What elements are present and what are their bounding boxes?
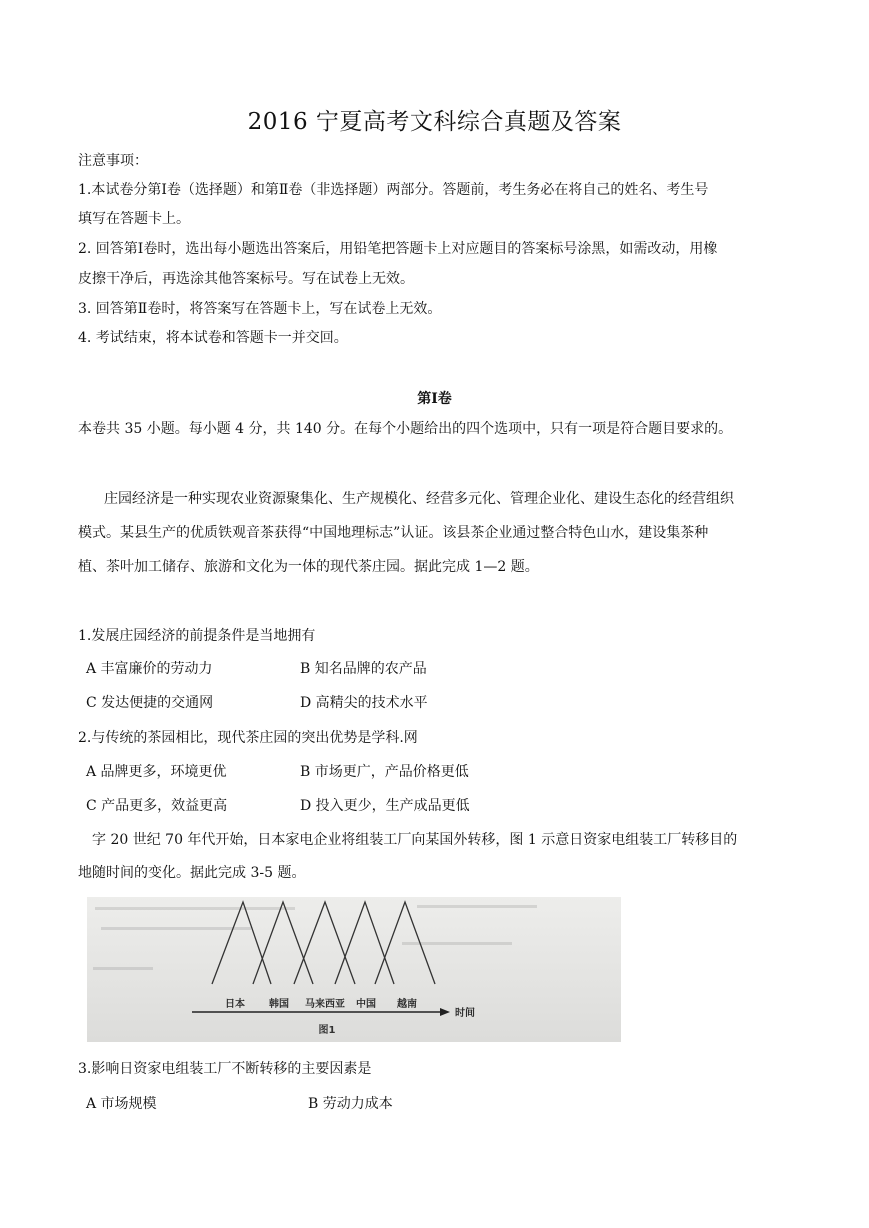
notice-heading: 注意事项：	[78, 153, 148, 169]
country-labels	[225, 997, 417, 1010]
question-2-option-d: D 投入更少，生产成品更低	[300, 798, 470, 814]
section-description: 本卷共 35 小题。每小题 4 分，共 140 分。在每个小题给出的四个选项中，只有一项是符合题目要求的。	[78, 421, 733, 437]
section-title: 第Ⅰ卷	[417, 391, 452, 407]
transfer-peaks	[212, 902, 435, 984]
question-1-option-a: A 丰富廉价的劳动力	[86, 661, 213, 677]
notice-item-4: 4. 考试结束，将本试卷和答题卡一并交回。	[78, 330, 348, 346]
question-2-option-c: C 产品更多，效益更高	[86, 798, 228, 814]
factory-transfer-diagram	[87, 897, 621, 1042]
question-2: 2.与传统的茶园相比，现代茶庄园的突出优势是学科.网	[78, 730, 418, 746]
country-label-korea: 韩国	[269, 999, 289, 1010]
country-label-japan: 日本	[225, 999, 245, 1010]
question-1-option-b: B 知名品牌的农产品	[300, 661, 427, 677]
time-axis-label: 时间	[455, 1008, 475, 1019]
question-1-option-d: D 高精尖的技术水平	[300, 695, 428, 711]
peak-china	[335, 902, 394, 984]
peak-malaysia	[294, 902, 355, 984]
passage-1-line-2: 模式。某县生产的优质铁观音茶获得“中国地理标志”认证。该县茶企业通过整合特色山水，建设集茶种	[78, 525, 709, 541]
question-3: 3.影响日资家电组装工厂不断转移的主要因素是	[78, 1061, 372, 1077]
question-3-option-b: B 劳动力成本	[308, 1096, 393, 1112]
figure-caption: 图1	[318, 1025, 336, 1036]
notice-item-2-line-2: 皮擦干净后，再选涂其他答案标号。写在试卷上无效。	[78, 271, 414, 287]
question-2-option-b: B 市场更广，产品价格更低	[300, 764, 469, 780]
passage-2-line-2: 地随时间的变化。据此完成 3-5 题。	[78, 865, 306, 881]
question-2-option-a: A 品牌更多，环境更优	[86, 764, 227, 780]
notice-item-3: 3. 回答第Ⅱ卷时，将答案写在答题卡上，写在试卷上无效。	[78, 301, 442, 317]
document-title: 2016 宁夏高考文科综合真题及答案	[247, 109, 622, 135]
country-label-malaysia: 马来西亚	[305, 999, 345, 1010]
question-1-option-c: C 发达便捷的交通网	[86, 695, 214, 711]
question-1: 1.发展庄园经济的前提条件是当地拥有	[78, 628, 316, 644]
figure-1-image	[87, 897, 621, 1042]
question-3-option-a: A 市场规模	[86, 1096, 157, 1112]
notice-item-1-line-2: 填写在答题卡上。	[78, 211, 190, 227]
notice-item-1-line-1: 1.本试卷分第Ⅰ卷（选择题）和第Ⅱ卷（非选择题）两部分。答题前，考生务必在将自己的姓名、考生号	[78, 182, 709, 198]
peak-korea	[253, 902, 313, 984]
background-noise	[93, 905, 537, 970]
country-label-china: 中国	[356, 999, 376, 1010]
passage-2-line-1: 字 20 世纪 70 年代开始，日本家电企业将组装工厂向某国外转移，图 1 示意日资家电组装工厂转移目的	[92, 832, 738, 848]
passage-1-line-1: 庄园经济是一种实现农业资源聚集化、生产规模化、经营多元化、管理企业化、建设生态化的经营组织	[104, 491, 734, 507]
peak-japan	[212, 902, 271, 984]
notice-item-2-line-1: 2. 回答第Ⅰ卷时，选出每小题选出答案后，用铅笔把答题卡上对应题目的答案标号涂黑，如需改动，用橡	[78, 241, 718, 257]
passage-1-line-3: 植、茶叶加工储存、旅游和文化为一体的现代茶庄园。据此完成 1—2 题。	[78, 559, 539, 575]
country-label-vietnam: 越南	[397, 999, 417, 1010]
